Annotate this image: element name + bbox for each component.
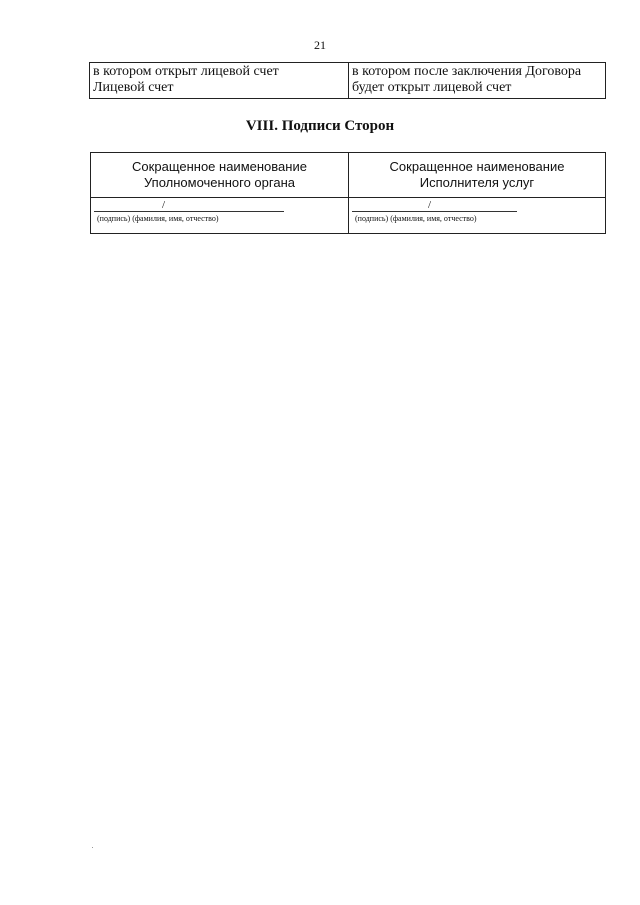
contractor-signature-separator: / [428, 199, 432, 211]
contractor-signature-cell [349, 198, 605, 233]
account-cell-right-line2: будет открыт лицевой счет [352, 80, 512, 95]
authority-signature-separator: / [162, 199, 166, 211]
account-cell-right [349, 63, 605, 98]
authority-signature-line [94, 211, 284, 212]
contractor-name-line2: Исполнителя услуг [419, 175, 535, 190]
contractor-name-cell [349, 153, 605, 197]
authority-name-cell [91, 153, 349, 197]
signatures-header-row [91, 153, 605, 198]
account-cell-right-line1: в котором после заключения Договора [352, 64, 582, 79]
signatures-body-row [91, 198, 605, 233]
signatures-table [90, 152, 606, 234]
contractor-name-line1: Сокращенное наименование [389, 159, 565, 174]
authority-name-line1: Сокращенное наименование [132, 159, 307, 174]
contractor-signature-line [352, 211, 517, 212]
account-cell-left-line2: Лицевой счет [93, 80, 174, 95]
account-table [89, 62, 606, 99]
account-cell-left [90, 63, 349, 98]
authority-signature-cell [91, 198, 349, 233]
authority-signature-caption: (подпись) (фамилия, имя, отчество) [97, 214, 219, 223]
section-title: VIII. Подписи Сторон [245, 118, 395, 134]
contractor-signature-caption: (подпись) (фамилия, имя, отчество) [355, 214, 477, 223]
page-number: 21 [314, 38, 326, 52]
authority-name-line2: Уполномоченного органа [144, 175, 295, 190]
account-cell-left-line1: в котором открыт лицевой счет [93, 64, 279, 79]
scan-speck [92, 847, 93, 848]
